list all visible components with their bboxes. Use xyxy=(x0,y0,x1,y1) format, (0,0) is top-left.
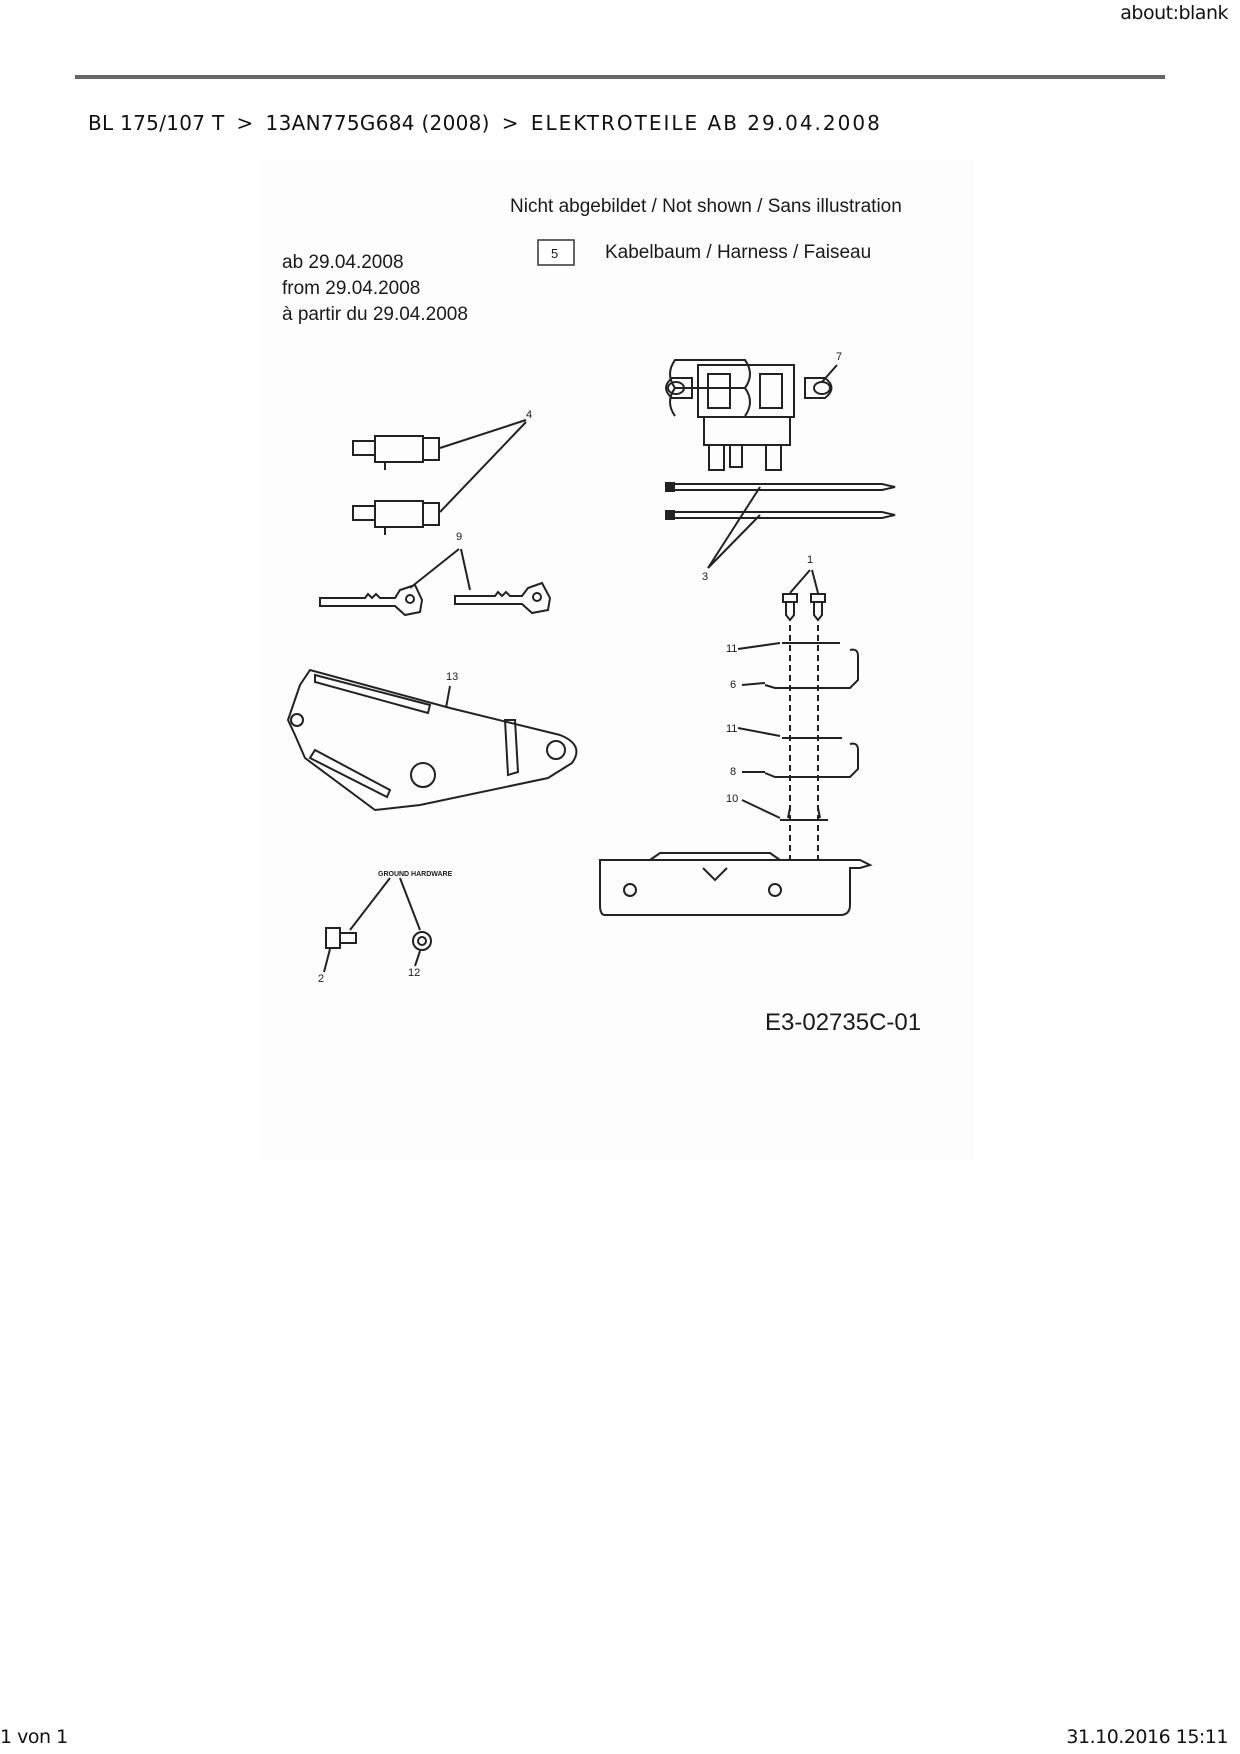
harness-number: 5 xyxy=(551,246,559,261)
callout-13: 13 xyxy=(446,671,459,683)
not-shown-heading: Nicht abgebildet / Not shown / Sans illustration xyxy=(510,196,902,217)
callout-11-bottom: 11 xyxy=(726,723,738,735)
print-datetime: 31.10.2016 15:11 xyxy=(1066,1726,1228,1748)
breadcrumb-separator: > xyxy=(501,111,519,135)
page-count: 1 von 1 xyxy=(0,1726,68,1748)
header-divider xyxy=(75,75,1165,79)
callout-7: 7 xyxy=(836,351,843,363)
ground-hardware-label: GROUND HARDWARE xyxy=(378,871,453,878)
date-line-fr: à partir du 29.04.2008 xyxy=(282,304,468,325)
callout-4: 4 xyxy=(526,409,533,421)
callout-1: 1 xyxy=(807,554,814,566)
breadcrumb-separator: > xyxy=(236,111,254,135)
callout-9: 9 xyxy=(456,531,463,543)
breadcrumb-item-section: ELEKTROTEILE AB 29.04.2008 xyxy=(530,111,882,135)
date-line-de: ab 29.04.2008 xyxy=(282,252,404,273)
callout-12: 12 xyxy=(408,967,421,979)
callout-3: 3 xyxy=(702,571,709,583)
breadcrumb-item-article[interactable]: 13AN775G684 (2008) xyxy=(265,111,490,135)
harness-label: Kabelbaum / Harness / Faiseau xyxy=(605,242,872,263)
callout-10: 10 xyxy=(726,793,739,805)
breadcrumb xyxy=(88,111,882,135)
callout-2: 2 xyxy=(318,973,325,985)
page-url-label: about:blank xyxy=(1120,2,1228,24)
callout-11-top: 11 xyxy=(726,643,738,655)
date-line-en: from 29.04.2008 xyxy=(282,278,421,299)
callout-8: 8 xyxy=(730,766,737,778)
breadcrumb-item-model[interactable]: BL 175/107 T xyxy=(88,111,225,135)
parts-diagram xyxy=(260,160,974,1160)
callout-6: 6 xyxy=(730,679,737,691)
drawing-code: E3-02735C-01 xyxy=(765,1009,922,1036)
